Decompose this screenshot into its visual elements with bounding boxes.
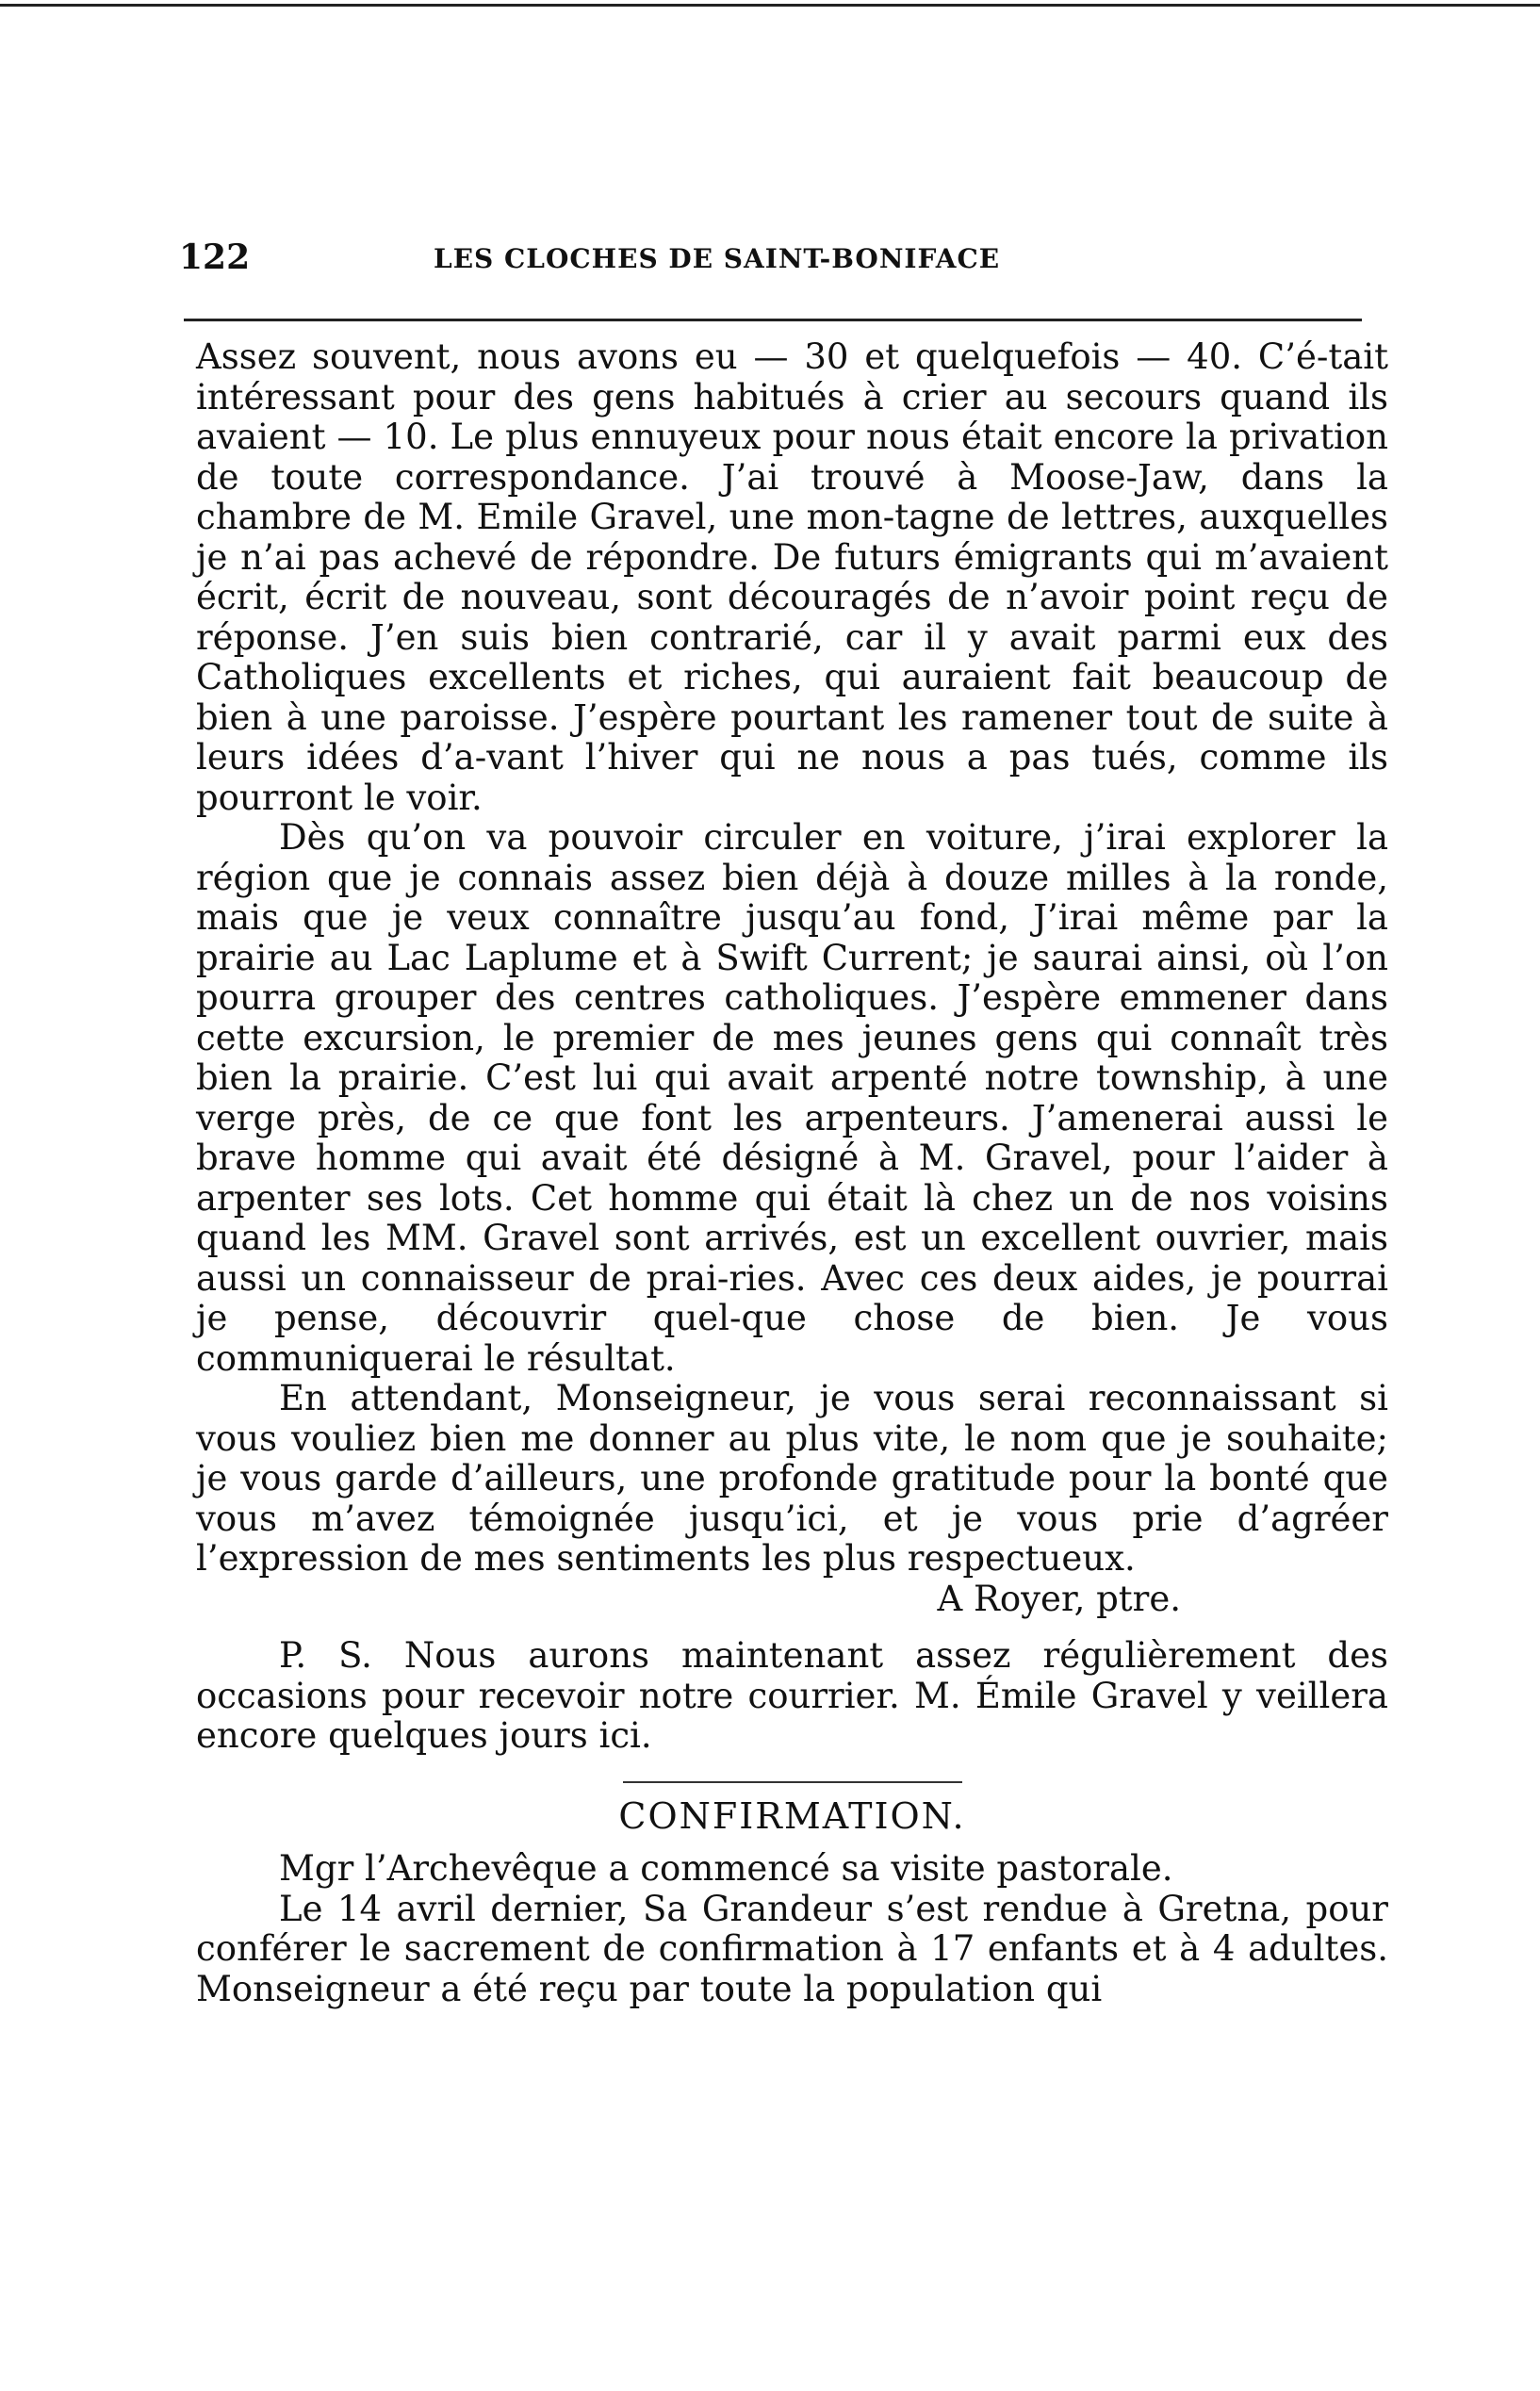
letter-signature: A Royer, ptre. [937, 1578, 1181, 1619]
confirmation-paragraph-2: Le 14 avril dernier, Sa Grandeur s’est rendue à Gretna, pour conférer le sacrement de confirmation à 17 enfants et à 4 adultes. Monseigneur a été reçu par toute la population qui [196, 1888, 1388, 2009]
letter-postscript: P. S. Nous aurons maintenant assez régulièrement des occasions pour recevoir notre courrier. M. Émile Gravel y veillera encore quelques jours ici. [196, 1635, 1388, 1756]
letter-paragraph-3: En attendant, Monseigneur, je vous serai reconnaissant si vous vouliez bien me donner au plus vite, le nom que je souhaite; je vous garde d’ailleurs, une profonde gratitude pour la bonté que vous m’avez témoignée jusqu’ici, et je vous prie d’agréer l’expression de mes sentiments les plus respectueux. [196, 1378, 1388, 1579]
page-number: 122 [179, 237, 251, 277]
section-divider [623, 1781, 962, 1783]
top-border-rule [0, 4, 1540, 7]
letter-paragraph-2: Dès qu’on va pouvoir circuler en voiture, j’irai explorer la région que je connais assez bien déjà à douze milles à la ronde, mais que je veux connaître jusqu’au fond, J’irai même par la prairie au Lac Laplume et à Swift Current; je saurai ainsi, où l’on pourra grouper des centres catholiques. J’espère emmener dans cette excursion, le premier de mes jeunes gens qui connaît très bien la prairie. C’est lui qui avait arpenté notre township, à une verge près, de ce que font les arpenteurs. J’amenerai aussi le brave homme qui avait été désigné à M. Gravel, pour l’aider à arpenter ses lots. Cet homme qui était là chez un de nos voisins quand les MM. Gravel sont arrivés, est un excellent ouvrier, mais aussi un connaisseur de prai-ries. Avec ces deux aides, je pourrai je pense, découvrir quel-que chose de bien. Je vous communiquerai le résultat. [196, 817, 1388, 1379]
page-body [196, 337, 1388, 2009]
running-title: LES CLOCHES DE SAINT-BONIFACE [434, 243, 1001, 274]
confirmation-paragraph-1: Mgr l’Archevêque a commencé sa visite pastorale. [279, 1848, 1173, 1889]
page-header [179, 237, 1385, 285]
letter-paragraph-1: Assez souvent, nous avons eu — 30 et quelquefois — 40. C’é-tait intéressant pour des gens habitués à crier au secours quand ils avaient — 10. Le plus ennuyeux pour nous était encore la privation de toute correspondance. J’ai trouvé à Moose-Jaw, dans la chambre de M. Emile Gravel, une mon-tagne de lettres, auxquelles je n’ai pas achevé de répondre. De futurs émigrants qui m’avaient écrit, écrit de nouveau, sont découragés de n’avoir point reçu de réponse. J’en suis bien contrarié, car il y avait parmi eux des Catholiques excellents et riches, qui auraient fait beaucoup de bien à une paroisse. J’espère pourtant les ramener tout de suite à leurs idées d’a-vant l’hiver qui ne nous a pas tués, comme ils pourront le voir. [196, 336, 1388, 818]
section-heading: CONFIRMATION. [618, 1794, 966, 1837]
header-rule [184, 319, 1362, 321]
